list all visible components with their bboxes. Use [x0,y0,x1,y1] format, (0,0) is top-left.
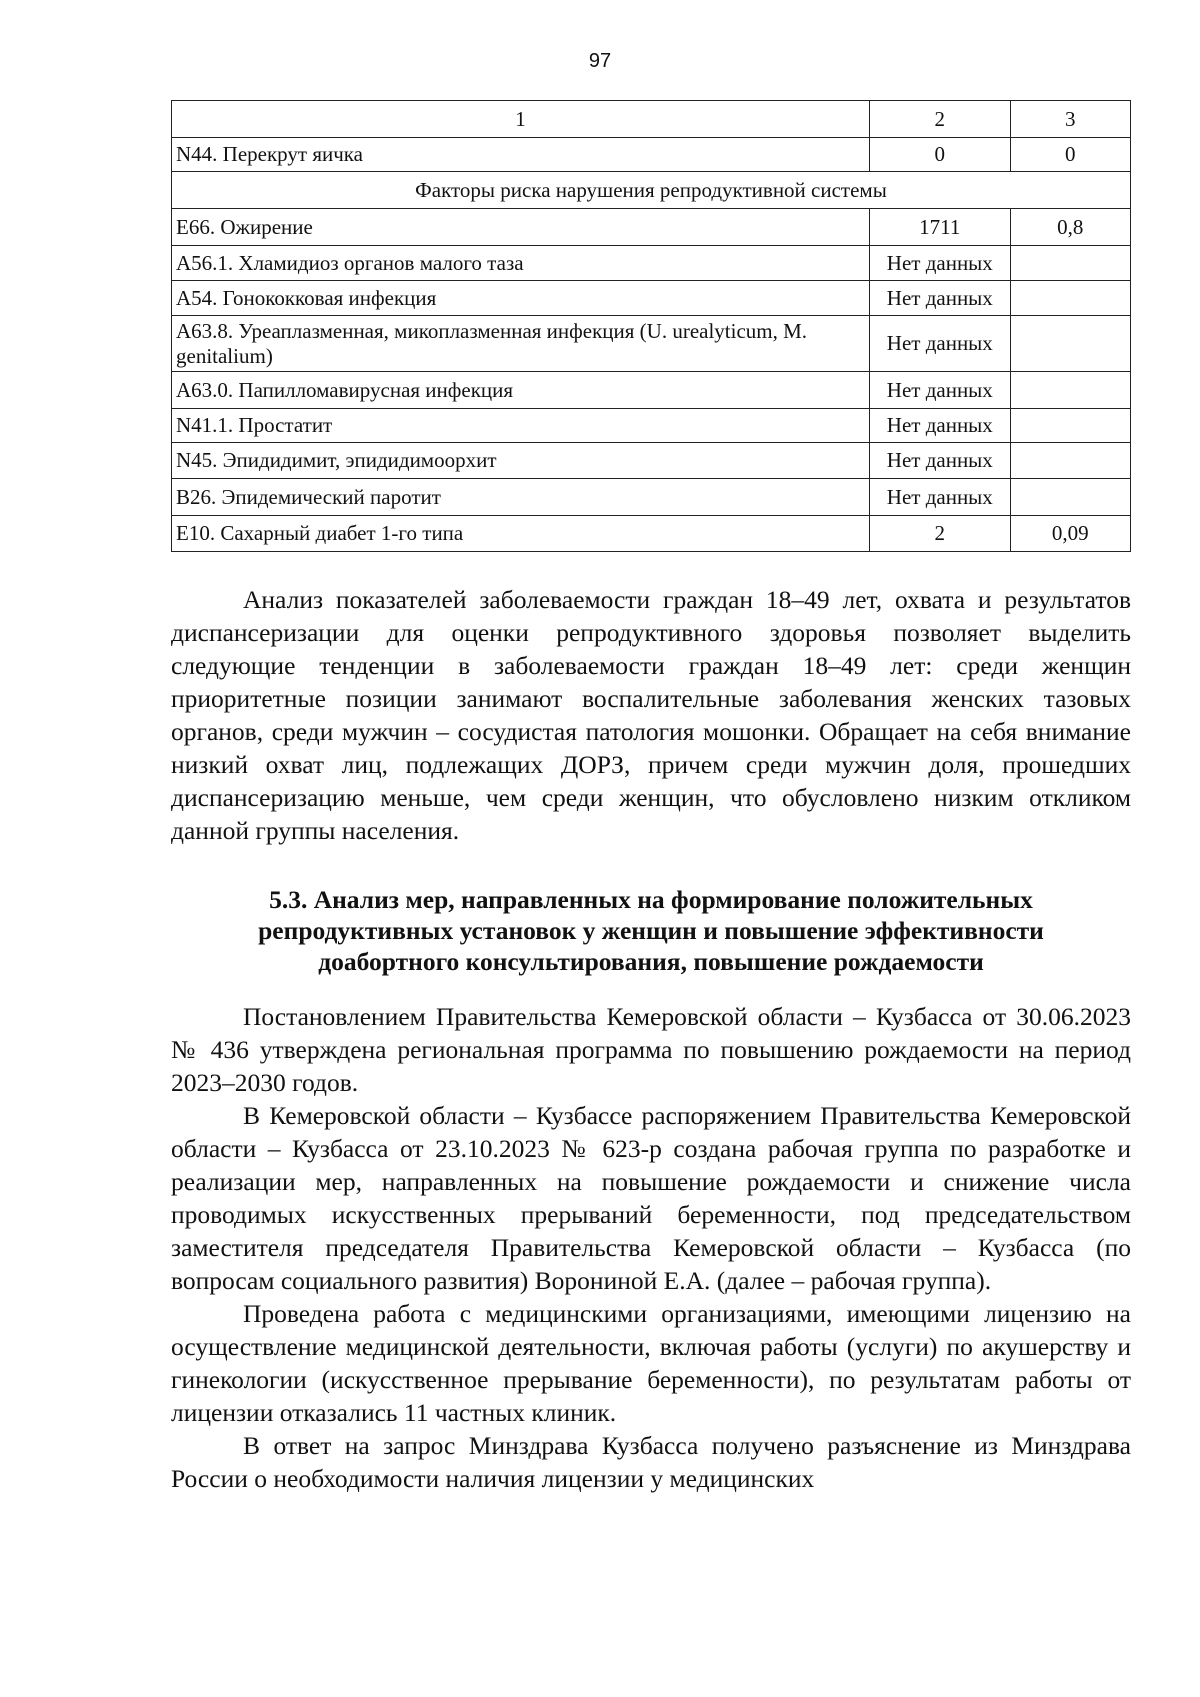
table-header-cell: 1 [172,101,870,138]
table-cell-label: N44. Перекрут яичка [172,138,870,172]
table-cell-label: Е66. Ожирение [172,209,870,246]
section-heading [171,884,1131,977]
table-cell-value [1010,443,1130,479]
table-cell-value: Нет данных [870,246,1011,281]
table-cell-value [1010,409,1130,443]
table-row [172,443,1131,479]
section-heading-line: доабортного консультирования, повышение рождаемости [318,947,984,976]
paragraph: В Кемеровской области – Кузбассе распоряжением Правительства Кемеровской области – Кузбасса от 23.10.2023 № 623-р создана рабочая группа по разработке и реализации мер, направленных на повышение рождаемости и снижение числа проводимых искусственных прерываний беременности, под председательством заместителя председателя Правительства Кемеровской области – Кузбасса (по вопросам социального развития) Ворониной Е.А. (далее – рабочая группа). [171,1101,1131,1295]
table-cell-value [1010,246,1130,281]
table-cell-value [1010,281,1130,316]
table-cell-value: 0,09 [1010,516,1130,552]
table-cell-value [1010,316,1130,372]
table-cell-label: N41.1. Простатит [172,409,870,443]
table-cell-label: А54. Гонококковая инфекция [172,281,870,316]
analysis-text [171,583,1131,847]
table-cell-value: Нет данных [870,372,1011,409]
table-cell-value: 0,8 [1010,209,1130,246]
table-row [172,209,1131,246]
table-cell-value: 0 [870,138,1011,172]
table-cell-value: Нет данных [870,479,1011,516]
analysis-paragraph: Анализ показателей заболеваемости граждан 18–49 лет, охвата и результатов диспансеризации для оценки репродуктивного здоровья позволяет выделить следующие тенденции в заболеваемости граждан 18–49 лет: среди женщин приоритетные позиции занимают воспалительные заболевания женских тазовых органов, среди мужчин – сосудистая патология мошонки. Обращает на себя внимание низкий охват лиц, подлежащих ДОРЗ, причем среди мужчин доля, прошедших диспансеризацию меньше, чем среди женщин, что обусловлено низким откликом данной группы населения. [171,585,1131,845]
table-cell-label: N45. Эпидидимит, эпидидимоорхит [172,443,870,479]
section-body [171,1000,1131,1495]
table-row [172,372,1131,409]
table-cell-label: Е10. Сахарный диабет 1-го типа [172,516,870,552]
table-row [172,281,1131,316]
paragraph: Постановлением Правительства Кемеровской области – Кузбасса от 30.06.2023 № 436 утверждена региональная программа по повышению рождаемости на период 2023–2030 годов. [171,1002,1131,1097]
table-cell-value: 0 [1010,138,1130,172]
table-cell-value [1010,479,1130,516]
table-cell-value: 1711 [870,209,1011,246]
table-row [172,409,1131,443]
table-section-label: Факторы риска нарушения репродуктивной системы [172,172,1131,209]
table-cell-value: Нет данных [870,443,1011,479]
table-cell-label: А63.8. Уреаплазменная, микоплазменная инфекция (U. urealyticum, M. genitalium) [172,316,870,372]
table-row [172,138,1131,172]
table-row [172,246,1131,281]
table-cell-value: Нет данных [870,281,1011,316]
paragraph: В ответ на запрос Минздрава Кузбасса получено разъяснение из Минздрава России о необходимости наличия лицензии у медицинских [171,1431,1131,1493]
table-cell-label: А56.1. Хламидиоз органов малого таза [172,246,870,281]
table-cell-label: А63.0. Папилломавирусная инфекция [172,372,870,409]
table-cell-value: Нет данных [870,409,1011,443]
table-row [172,516,1131,552]
section-heading-line: репродуктивных установок у женщин и повышение эффективности [258,916,1044,945]
morbidity-table [171,100,1131,552]
table-header-row [172,101,1131,138]
section-heading-line: 5.3. Анализ мер, направленных на формирование положительных [269,885,1033,914]
page-number: 97 [588,50,612,72]
table-section-row [172,172,1131,209]
table-cell-label: В26. Эпидемический паротит [172,479,870,516]
table-row [172,316,1131,372]
table-header-cell: 3 [1010,101,1130,138]
table-cell-value: Нет данных [870,316,1011,372]
table-cell-value [1010,372,1130,409]
table-header-cell: 2 [870,101,1011,138]
table-row [172,479,1131,516]
paragraph: Проведена работа с медицинскими организациями, имеющими лицензию на осуществление медицинской деятельности, включая работы (услуги) по акушерству и гинекологии (искусственное прерывание беременности), по результатам работы от лицензии отказались 11 частных клиник. [171,1299,1131,1427]
table-cell-value: 2 [870,516,1011,552]
